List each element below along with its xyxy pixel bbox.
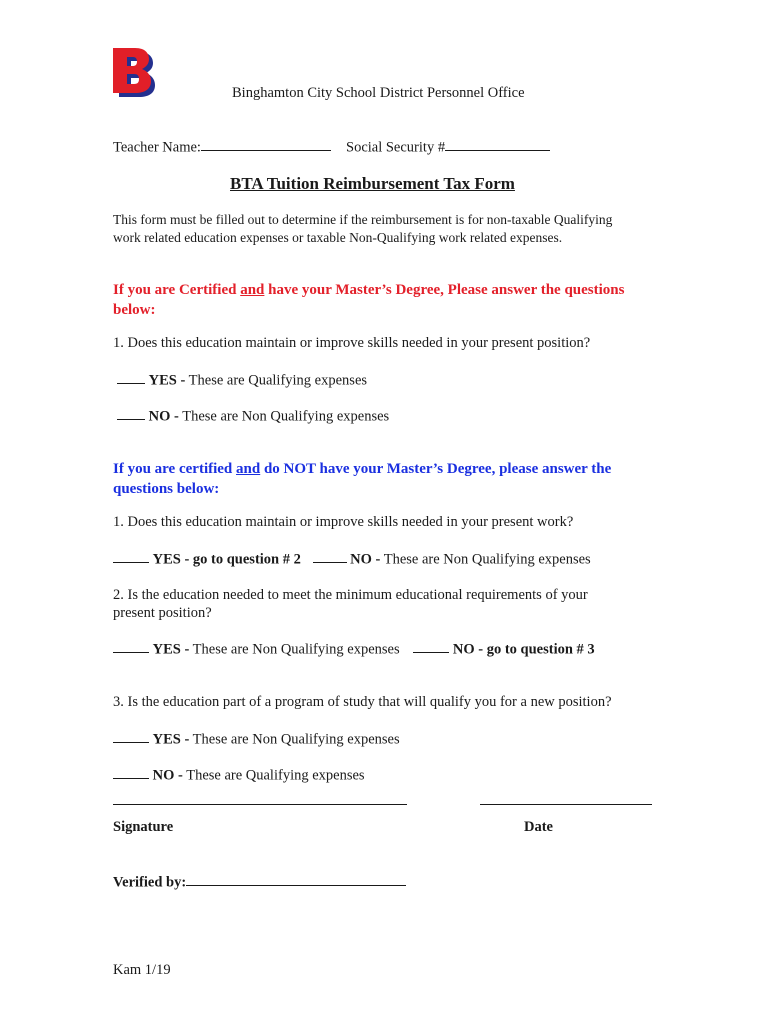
section2-heading: If you are certified and do NOT have your Master’s Degree, please answer the questions below: [113, 461, 612, 497]
teacher-name-label: Teacher Name: [113, 139, 201, 156]
verified-by-row [113, 873, 406, 891]
section2-q3-no-blank[interactable] [113, 766, 149, 779]
section2-q3-no-option: NO - These are Qualifying expenses [113, 766, 365, 784]
footer-code: Kam 1/19 [113, 962, 171, 978]
section2-q2-yes-blank[interactable] [113, 640, 149, 653]
section1-no-option: NO - These are Non Qualifying expenses [117, 407, 389, 425]
section1-heading: If you are Certified and have your Master’s Degree, Please answer the questions below: [113, 282, 625, 318]
form-intro: This form must be filled out to determine if the reimbursement is for non-taxable Qualifying work related education expenses or taxable Non-Qualifying work related expenses. [113, 212, 613, 245]
section1-no-blank[interactable] [117, 407, 145, 420]
section2-q1-yes-blank[interactable] [113, 550, 149, 563]
section2-q1-options: YES - go to question # 2 NO - These are Non Qualifying expenses [113, 550, 591, 568]
signature-line[interactable] [113, 804, 407, 805]
section2-q3-yes-blank[interactable] [113, 730, 149, 743]
section1-yes-blank[interactable] [117, 371, 145, 384]
section2-question2: 2. Is the education needed to meet the minimum educational requirements of your present position? [113, 587, 588, 621]
section2-question1: 1. Does this education maintain or improve skills needed in your present work? [113, 514, 574, 530]
form-title: BTA Tuition Reimbursement Tax Form [230, 174, 515, 193]
section2-q1-no-blank[interactable] [313, 550, 347, 563]
ssn-row [346, 138, 550, 156]
section1-yes-option: YES - These are Qualifying expenses [117, 371, 367, 389]
section1-question1: 1. Does this education maintain or improve skills needed in your present position? [113, 335, 591, 351]
verified-by-label: Verified by: [113, 874, 187, 891]
binghamton-b-logo-icon [113, 46, 155, 98]
ssn-label: Social Security # [346, 139, 446, 156]
section2-q2-options: YES - These are Non Qualifying expenses NO - go to question # 3 [113, 640, 595, 658]
teacher-name-field[interactable] [201, 138, 331, 151]
signature-label: Signature [113, 819, 174, 835]
section2-q2-no-blank[interactable] [413, 640, 449, 653]
verified-by-field[interactable] [186, 873, 406, 886]
date-line[interactable] [480, 804, 652, 805]
teacher-name-row [113, 138, 331, 156]
date-label: Date [524, 819, 553, 835]
section2-q3-yes-option: YES - These are Non Qualifying expenses [113, 730, 400, 748]
office-title: Binghamton City School District Personnel Office [232, 85, 525, 101]
ssn-field[interactable] [445, 138, 550, 151]
section2-question3: 3. Is the education part of a program of study that will qualify you for a new position? [113, 694, 612, 710]
